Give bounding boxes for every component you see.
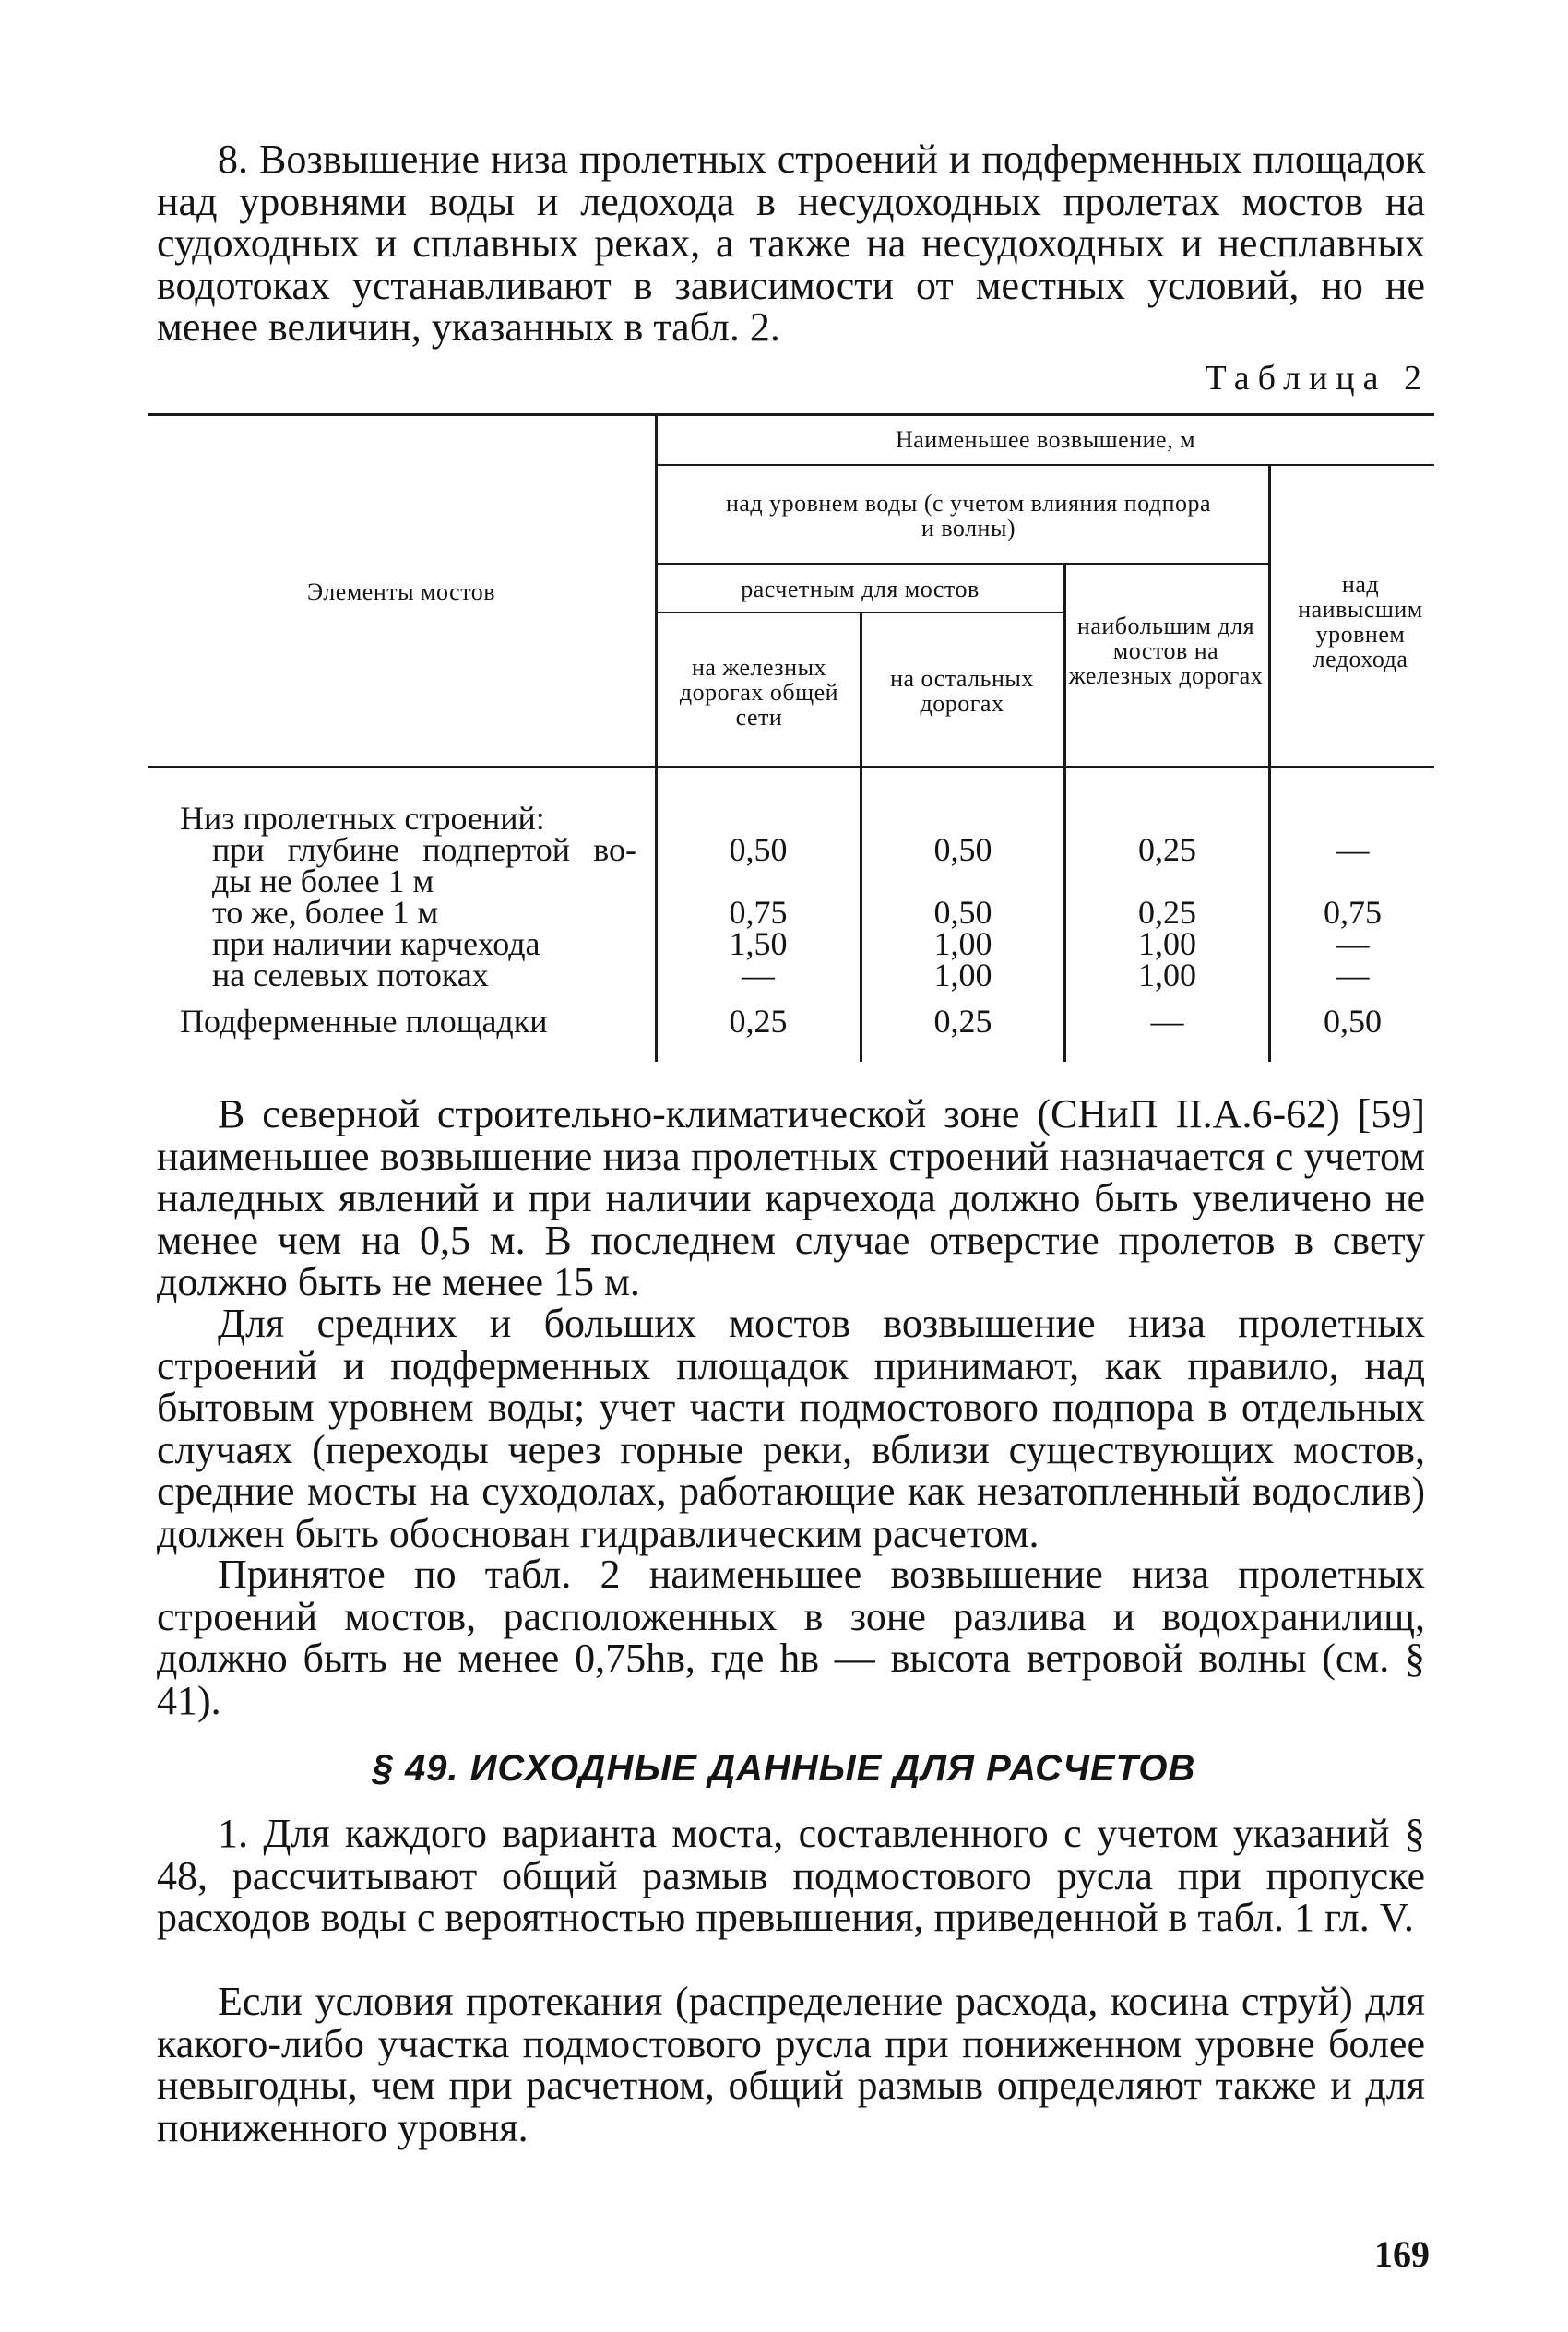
cell-other: 0,50	[933, 831, 992, 868]
header-other-roads: на остальных дорогах	[890, 665, 1034, 717]
cell-rail: 1,50	[729, 925, 788, 962]
row-label: при глубине подпертой во-	[212, 831, 636, 868]
header-water-level: над уровнем воды (с учетом влияния подпора и волны)	[725, 490, 1212, 541]
table-hline-top-group	[657, 464, 1434, 466]
cell-highest: —	[1150, 1003, 1184, 1040]
cell-rail: 0,75	[729, 894, 788, 931]
header-min-elevation: Наименьшее возвышение, м	[895, 426, 1196, 453]
table-caption: Таблица 2	[1205, 359, 1430, 398]
cell-ice: 0,50	[1324, 1003, 1382, 1040]
cell-other: 0,25	[933, 1003, 992, 1040]
cell-other: 1,00	[933, 925, 992, 962]
row-label: то же, более 1 м	[212, 894, 439, 931]
cell-rail: 0,50	[729, 831, 788, 868]
cell-highest: 0,25	[1138, 831, 1196, 868]
table-top-rule	[148, 413, 1434, 416]
row-label: ды не более 1 м	[212, 863, 434, 899]
row-label: на селевых потоках	[212, 957, 489, 993]
table-header-rule	[148, 766, 1434, 768]
table-hline-design-group	[657, 612, 1063, 613]
cell-other: 1,00	[933, 957, 992, 993]
row-label: при наличии карчехода	[212, 925, 540, 962]
paragraph-4: Принятое по табл. 2 наименьшее возвышение низа пролетных строений мостов, расположенных в зоне разлива и водохранилищ, должно быть не менее 0,75hв, где hв — высота ветровой волны (см. § 41).	[157, 1552, 1425, 1723]
cell-highest: 1,00	[1138, 925, 1196, 962]
cell-highest: 0,25	[1138, 894, 1196, 931]
cell-other: 0,50	[933, 894, 992, 931]
paragraph-3: Для средних и больших мостов возвышение низа пролетных строений и подферменных площадок принимают, как правило, над бытовым уровнем воды; учет части подмостового подпора в отдельных случаях (переходы через горные реки, вблизи существующих мостов, средние мосты на суходолах, работающие как незатопленный водослив) должен быть обоснован гидравлическим расчетом.	[157, 1301, 1425, 1556]
row-label: Подферменные площадки	[180, 1003, 548, 1040]
page-number: 169	[1374, 2233, 1430, 2275]
header-highest-level: наибольшим для мостов на железных дорогах	[1068, 613, 1264, 689]
header-railways: на железных дорогах общей сети	[679, 654, 839, 731]
cell-ice: —	[1336, 957, 1370, 993]
header-elements: Элементы мостов	[306, 578, 495, 605]
table-hline-water-group	[657, 563, 1268, 565]
cell-highest: 1,00	[1138, 957, 1196, 993]
cell-rail: —	[742, 957, 775, 993]
row-label: Низ пролетных строений:	[180, 800, 545, 837]
cell-ice: 0,75	[1324, 894, 1382, 931]
section-heading: § 49. ИСХОДНЫЕ ДАННЫЕ ДЛЯ РАСЧЕТОВ	[372, 1748, 1196, 1789]
header-design: расчетным для мостов	[741, 576, 980, 602]
header-ice-level: над наивысшим уровнем ледохода	[1298, 571, 1423, 672]
paragraph-6: Если условия протекания (распределение расхода, косина струй) для какого-либо участка подмостового русла при пониженном уровне более невыгодны, чем при расчетном, общий размыв определяют также и для пониженного уровня.	[157, 1979, 1425, 2150]
paragraph-5: 1. Для каждого варианта моста, составленного с учетом указаний § 48, рассчитывают общий размыв подмостового русла при пропуске расходов воды с вероятностью превышения, приведенной в табл. 1 гл. V.	[157, 1811, 1425, 1940]
paragraph-2: В северной строительно-климатической зоне (СНиП II.A.6-62) [59] наименьшее возвышение низа пролетных строений назначается с учетом наледных явлений и при наличии карчехода должно быть увеличено не менее чем на 0,5 м. В последнем случае отверстие пролетов в свету должно быть не менее 15 м.	[157, 1091, 1425, 1304]
cell-ice: —	[1336, 925, 1370, 962]
cell-ice: —	[1336, 831, 1370, 868]
paragraph-1: 8. Возвышение низа пролетных строений и подферменных площадок над уровнями воды и ледохода в несудоходных пролетах мостов на судоходных и сплавных реках, а также на несудоходных и несплавных водотоках устанавливают в зависимости от местных условий, но не менее величин, указанных в табл. 2.	[157, 137, 1425, 350]
cell-rail: 0,25	[729, 1003, 788, 1040]
